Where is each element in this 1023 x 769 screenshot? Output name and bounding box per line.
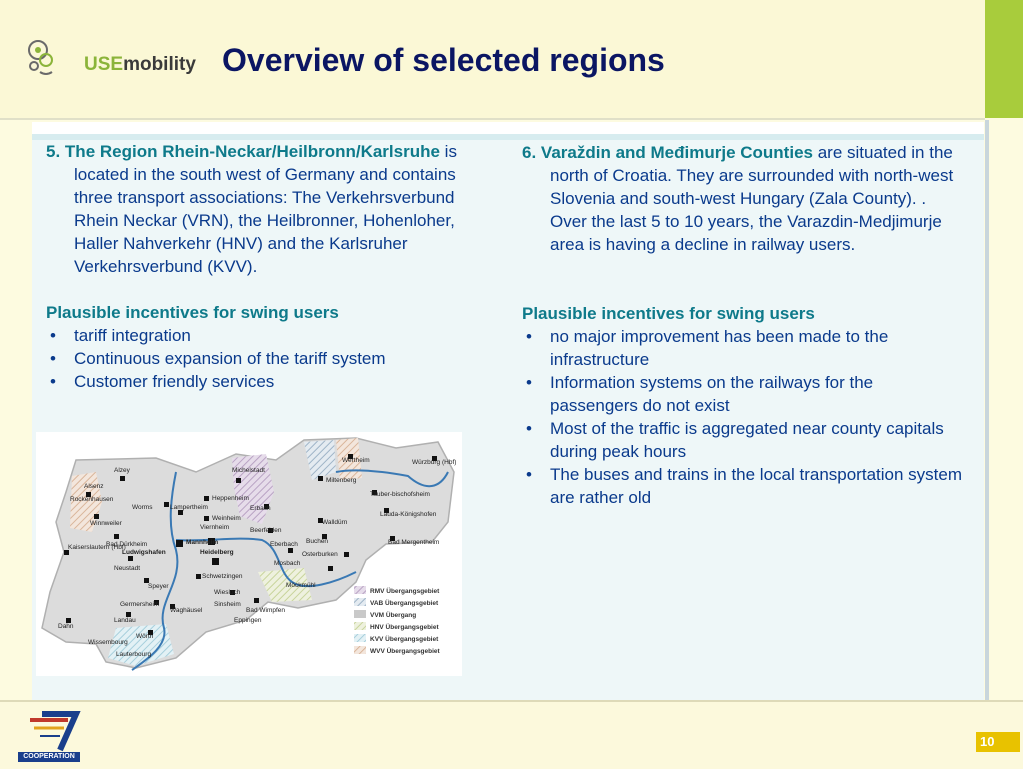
list-item: • Most of the traffic is aggregated near county capitals during peak hours — [522, 417, 962, 463]
right-incentives-list — [522, 325, 962, 509]
city-label: Wiesloch — [214, 589, 241, 596]
city-label: Alzey — [114, 467, 130, 474]
region-5-text: is located in the south west of Germany and contains three transport associations: The Verkehrsverbund Rhein Neckar (VRN), the Heilbronner, Hohenloher, Haller Nahverkehr (HNV) and the Karlsruher Verkehrsverbund (KVV). — [74, 142, 457, 276]
city-label: Eppingen — [234, 617, 262, 624]
region-6-name: Varaždin and Međimurje Counties — [540, 143, 813, 162]
legend-label: WVV Übergangsgebiet — [370, 648, 440, 655]
city-label: Miltenberg — [326, 477, 357, 484]
map-legend — [354, 586, 441, 655]
legend-label: RMV Übergangsgebiet — [370, 588, 440, 595]
city-label: Schwetzingen — [202, 573, 243, 580]
city-label: Ludwigshafen — [122, 549, 166, 556]
city-label: Alsenz — [84, 483, 104, 490]
city-label: Neustadt — [114, 565, 141, 572]
region-map — [36, 432, 462, 676]
page-number: 10 — [976, 732, 1020, 752]
legend-swatch — [354, 622, 366, 630]
city-label: Bad Wimpfen — [246, 607, 286, 614]
city-label: Heppenheim — [212, 495, 249, 502]
region-5-paragraph — [46, 140, 486, 278]
logo-mobility-text: mobility — [123, 54, 196, 75]
list-item: • tariff integration — [46, 324, 486, 347]
legend-swatch — [354, 598, 366, 606]
city-label: Winnweiler — [90, 520, 122, 527]
right-margin — [985, 120, 1023, 700]
content-top-band — [32, 122, 984, 134]
city-label: Wertheim — [342, 457, 370, 464]
list-item: • The buses and trains in the local transportation system are rather old — [522, 463, 962, 509]
legend-swatch — [354, 586, 366, 594]
city-label: Kaiserslautern (Hbf) — [68, 544, 126, 551]
left-incentives-heading: Plausible incentives for swing users — [46, 303, 339, 322]
city-label: Heidelberg — [200, 549, 234, 556]
city-label: Mannheim — [186, 539, 219, 546]
city-label: Bad Mergentheim — [388, 539, 440, 546]
left-incentives-list — [46, 324, 486, 393]
city-label: Erbach — [250, 505, 271, 512]
list-item: • Continuous expansion of the tariff system — [46, 347, 486, 370]
list-item: • Information systems on the railways for the passengers do not exist — [522, 371, 962, 417]
logo-use-text: USE — [84, 54, 124, 75]
legend-label: VAB Übergangsgebiet — [370, 600, 439, 607]
list-item: • Customer friendly services — [46, 370, 486, 393]
region-6-paragraph — [522, 141, 962, 256]
city-label: Osterburken — [302, 551, 338, 558]
city-label: Weinheim — [212, 515, 241, 522]
right-incentives-heading: Plausible incentives for swing users — [522, 304, 815, 323]
region-6-number: 6. — [522, 143, 537, 162]
right-column — [522, 141, 962, 509]
region-6-text: are situated in the north of Croatia. They are surrounded with north-west Slovenia and south-west Hungary (Zala County). . Over the last 5 to 10 years, the Varazdin-Medjimurje area is having a decline in railway users. — [550, 143, 954, 254]
page-title: Overview of selected regions — [222, 42, 665, 78]
city-label: Sinsheim — [214, 601, 241, 608]
city-label: Eberbach — [270, 541, 298, 548]
footer-bar — [0, 700, 1023, 769]
region-5-number: 5. — [46, 142, 61, 161]
city-label: Wörth — [136, 633, 154, 640]
city-label: Waghäusel — [170, 607, 203, 614]
city-label: Dahn — [58, 623, 74, 630]
accent-strip — [985, 0, 1023, 118]
region-5-name: The Region Rhein-Neckar/Heilbronn/Karlsruhe — [64, 142, 440, 161]
city-label: Mosbach — [274, 560, 301, 567]
city-label: Möckmühl — [286, 582, 316, 589]
city-label: Rockenhausen — [70, 496, 114, 503]
cooperation-label: COOPERATION — [18, 752, 80, 762]
legend-swatch — [354, 634, 366, 642]
city-label: Walldürn — [322, 519, 348, 526]
city-label: Landau — [114, 617, 136, 624]
city-label: Lauda-Königshofen — [380, 511, 437, 518]
legend-swatch — [354, 646, 366, 654]
city-label: Bad Dürkheim — [106, 541, 148, 548]
left-column — [46, 140, 486, 434]
city-label: Würzburg (Hbf) — [412, 459, 457, 466]
legend-label: KVV Übergangsgebiet — [370, 636, 439, 643]
legend-swatch — [354, 610, 366, 618]
list-item: • no major improvement has been made to the infrastructure — [522, 325, 962, 371]
city-label: Germersheim — [120, 601, 160, 608]
city-label: Wissembourg — [88, 639, 128, 646]
city-label: Beerfelden — [250, 527, 282, 534]
right-divider — [985, 120, 989, 700]
region-map-svg — [36, 432, 462, 676]
city-label: Michelstadt — [232, 467, 265, 474]
city-label: Worms — [132, 504, 153, 511]
city-label: Lauterbourg — [116, 651, 152, 658]
city-label: Lampertheim — [170, 504, 208, 511]
city-label: Viernheim — [200, 524, 230, 531]
legend-label: VVM Übergang — [370, 612, 417, 619]
city-label: Buchen — [306, 538, 329, 545]
city-label: Tauber-bischofsheim — [370, 491, 430, 498]
city-label: Speyer — [148, 583, 169, 590]
fp7-emblem-icon — [20, 706, 86, 752]
logo-text — [84, 54, 196, 76]
usemobility-logo — [26, 38, 196, 82]
logo-mark-icon — [26, 38, 60, 78]
legend-label: HNV Übergangsgebiet — [370, 624, 439, 631]
